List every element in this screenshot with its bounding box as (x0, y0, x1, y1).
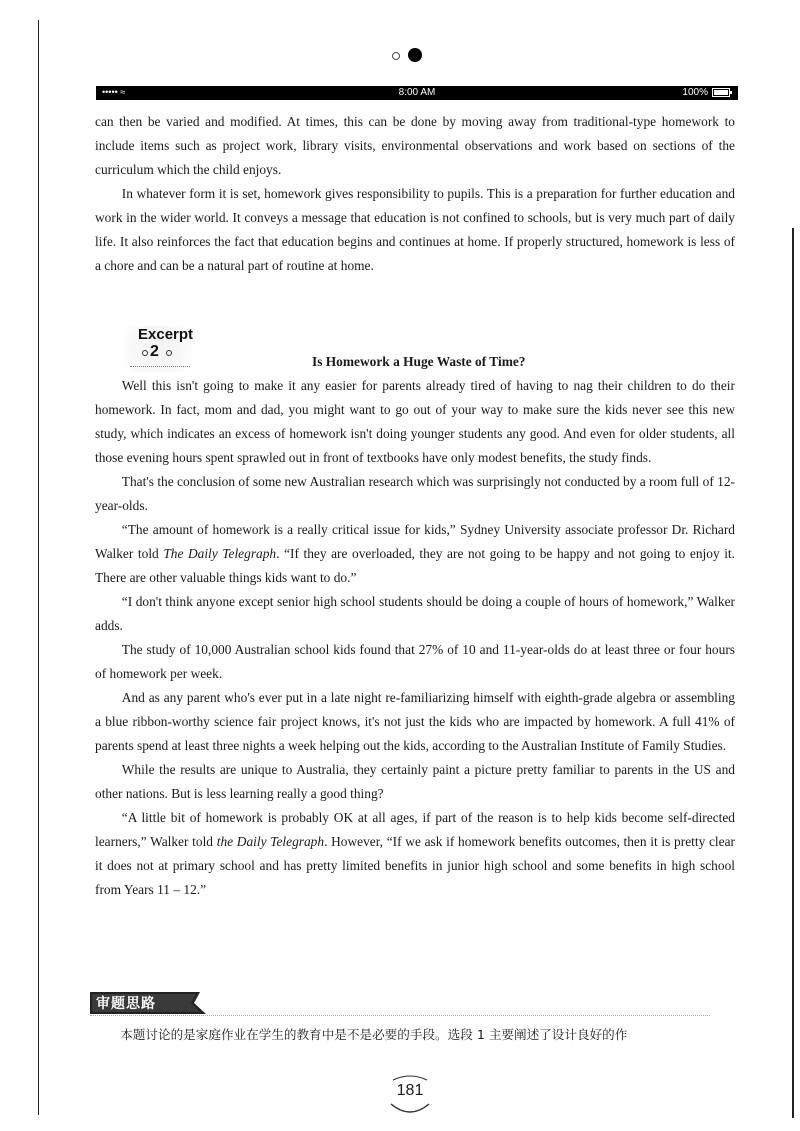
paragraph: And as any parent who's ever put in a late night re-familiarizing himself with eighth-grade algebra or assembling a blue ribbon-worthy science fair project knows, it's not just the kids who are impacted by homework. A full 41% of parents spend at least three nights a week helping out the kids, according to the Australian Institute of Family Studies. (95, 690, 735, 753)
analysis-section-tag (90, 990, 210, 1016)
excerpt-2-body (95, 374, 735, 902)
article-title: Is Homework a Huge Waste of Time? (312, 354, 526, 369)
page-number: 181 (396, 1082, 424, 1099)
badge-dot-icon (142, 350, 148, 356)
page-edge-line (792, 228, 794, 1118)
paragraph (95, 518, 735, 590)
badge-dot-icon (166, 350, 172, 356)
page-number-badge (385, 1074, 435, 1116)
badge-underline (130, 366, 190, 368)
paragraph (95, 806, 735, 902)
text-run: . However, “If we ask if homework benefits outcomes, then it is pretty clear it does not at primary school and has pretty limited benefits in junior high school and some benefits in high school from Years 11 – 12.” (95, 834, 735, 897)
status-time: 8:00 AM (398, 87, 436, 98)
paragraph: Well this isn't going to make it any easier for parents already tired of having to nag their children to do their homework. In fact, mom and dad, you might want to go out of your way to make sure the kids never see this new study, which indicates an excess of homework isn't doing younger students any good. And even for older students, all those evening hours spent sprawled out in front of textbooks have only modest benefits, the study finds. (95, 378, 735, 465)
paragraph: That's the conclusion of some new Australian research which was surprisingly not conducted by a room full of 12-year-olds. (95, 474, 735, 513)
excerpt-label: Excerpt (138, 326, 194, 343)
excerpt-badge (124, 326, 206, 372)
paragraph: The study of 10,000 Australian school kids found that 27% of 10 and 11-year-olds do at least three or four hours of homework per week. (95, 642, 735, 681)
analysis-label: 审题思路 (96, 996, 156, 1012)
excerpt-1-continuation (95, 110, 735, 278)
source-title: the Daily Telegraph (216, 834, 325, 849)
paragraph: “I don't think anyone except senior high school students should be doing a couple of hours of homework,” Walker adds. (95, 594, 735, 633)
battery-icon (712, 88, 730, 97)
tag-rule (90, 1015, 710, 1017)
excerpt-number: 2 (150, 343, 159, 360)
paragraph: While the results are unique to Australia, they certainly paint a picture pretty familiar to parents in the US and other nations. But is less learning really a good thing? (95, 762, 735, 801)
text-run: “The amount of homework is a really critical issue for kids,” Sydney University associate professor Dr. Richard Walker told (95, 522, 735, 561)
text-run: “A little bit of homework is probably OK at all ages, if part of the reason is to help kids become self-directed learners,” Walker told (95, 810, 735, 849)
paragraph: can then be varied and modified. At times, this can be done by moving away from traditional-type homework to include items such as project work, library visits, environmental observations and work based on sections of the curriculum which the child enjoys. (95, 114, 735, 177)
status-bar (96, 86, 738, 100)
paragraph: In whatever form it is set, homework gives responsibility to pupils. This is a preparation for further education and work in the wider world. It conveys a message that education is not confined to schools, but is very much part of daily life. It also reinforces the fact that education begins and continues at home. If properly structured, homework is less of a chore and can be a natural part of routine at home. (95, 186, 735, 273)
binding-line (38, 20, 39, 1115)
battery-percent: 100% (682, 87, 708, 98)
signal-wifi-icon: ••••• ≈ (102, 87, 126, 97)
battery-indicator (682, 87, 730, 98)
camera-lens-icon (392, 52, 400, 60)
camera-icon (408, 48, 422, 62)
source-title: The Daily Telegraph (163, 546, 277, 561)
analysis-text: 本题讨论的是家庭作业在学生的教育中是不是必要的手段。选段 1 主要阐述了设计良好的作 (120, 1027, 628, 1042)
text-run: . “If they are overloaded, they are not going to be happy and not going to enjoy it. There are other valuable things kids want to do.” (95, 546, 736, 585)
